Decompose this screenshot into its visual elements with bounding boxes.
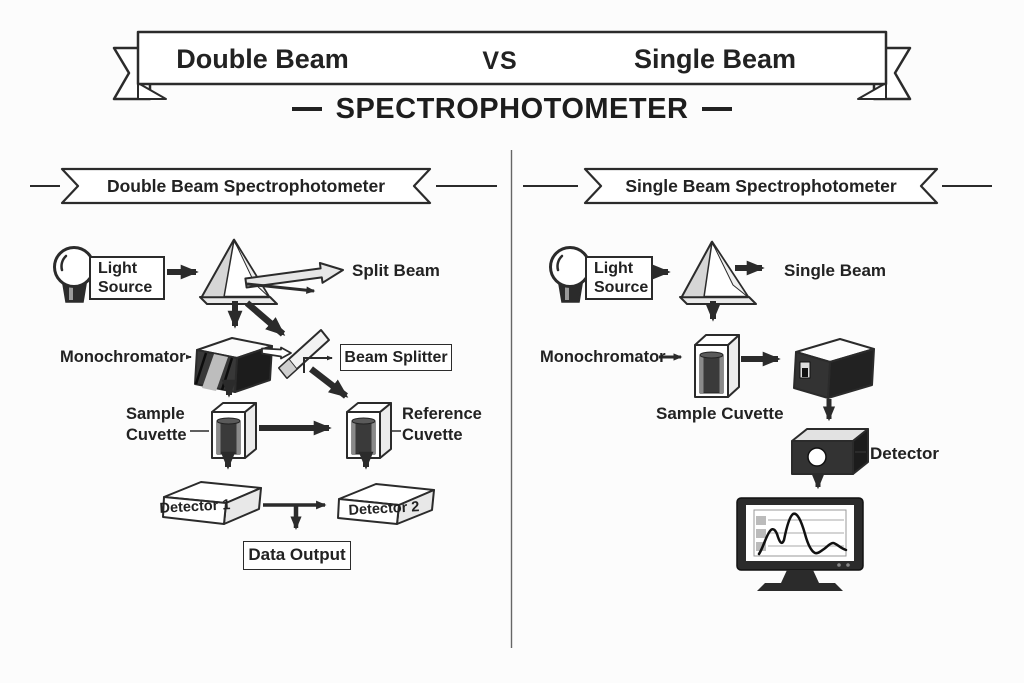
monochromator-box-icon: [794, 339, 874, 398]
subtitle-dash-left: [292, 107, 322, 111]
light-bulb-icon: [551, 248, 590, 303]
subtitle-row: [0, 90, 1024, 128]
header-left-title: Double Beam: [176, 43, 349, 74]
prism-icon: [680, 242, 756, 304]
page-subtitle: SPECTROPHOTOMETER: [335, 92, 689, 125]
prism-icon: [200, 240, 277, 304]
header-right-title: Single Beam: [633, 43, 797, 74]
header-vs-label: VS: [482, 47, 518, 75]
right-panel-title: Single Beam Spectrophotometer: [625, 175, 897, 196]
data-output-label: Data Output: [243, 541, 351, 570]
detector1-label: Detector 1: [159, 497, 231, 517]
sample-cuvette-icon: [212, 403, 256, 458]
reference-cuvette-label: Reference Cuvette: [402, 405, 482, 445]
monitor-icon: [737, 498, 863, 591]
single-beam-label: Single Beam: [784, 261, 887, 280]
light-bulb-icon: [55, 248, 94, 303]
detector2-label: Detector 2: [348, 499, 420, 519]
arrow-prism-to-splitter: [247, 303, 283, 334]
reference-cuvette-icon: [347, 403, 391, 458]
monochromator-icon: [195, 338, 272, 392]
light-source-label: Light Source: [89, 256, 165, 300]
arrow-splitter-to-reference: [311, 369, 346, 396]
sample-cuvette-label: Sample Cuvette: [126, 405, 187, 445]
split-beam-outline-arrow: [245, 263, 343, 288]
left-panel-title: Double Beam Spectrophotometer: [106, 175, 386, 196]
detector-label: Detector: [870, 444, 939, 463]
sample-cuvette-icon: [695, 335, 739, 397]
subtitle-dash-right: [702, 107, 732, 111]
light-source-label: Light Source: [585, 256, 653, 300]
beam-splitter-label: Beam Splitter: [340, 344, 452, 371]
split-beam-label: Split Beam: [352, 261, 440, 280]
monochromator-label: Monochromator: [60, 348, 186, 366]
monochromator-label: Monochromator: [540, 348, 666, 366]
sample-cuvette-label: Sample Cuvette: [656, 404, 784, 423]
